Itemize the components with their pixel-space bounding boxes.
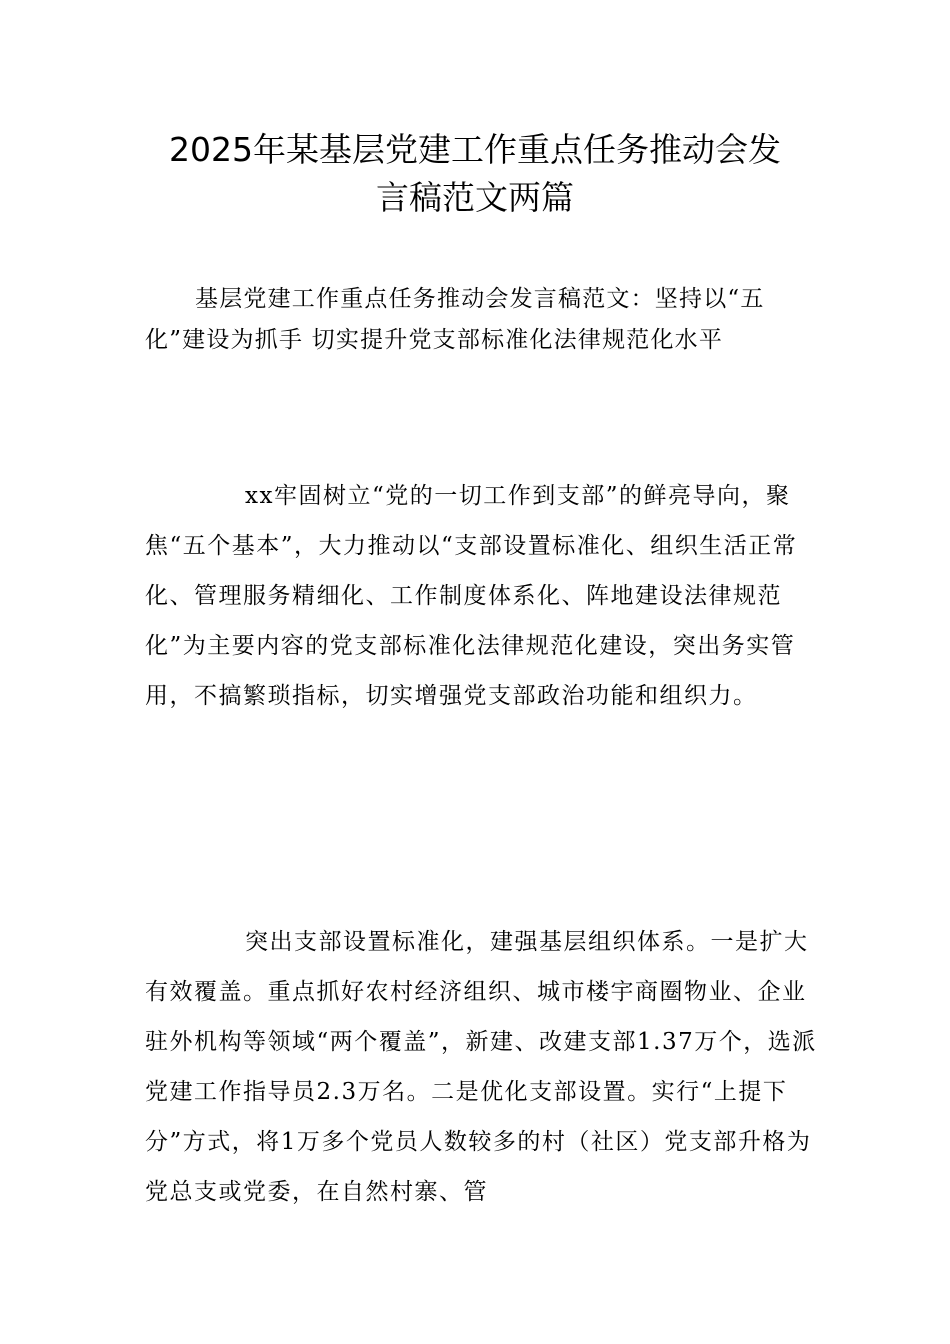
body-paragraph-1: xx牢固树立“党的一切工作到支部”的鲜亮导向，聚焦“五个基本”，大力推动以“支部设置标准化、组织生活正常化、管理服务精细化、工作制度体系化、阵地建设法律规范化”为主要内容的党支部标准化法律规范化建设，突出务实管用，不搞繁琐指标，切实增强党支部政治功能和组织力。 [145,483,798,709]
document-title [100,126,850,222]
document-title-line-2: 言稿范文两篇 [376,178,574,217]
document-subtitle: 基层党建工作重点任务推动会发言稿范文：坚持以“五化”建设为抓手 切实提升党支部标准化法律规范化水平 [145,286,765,353]
body-paragraph-2: 突出支部设置标准化，建强基层组织体系。一是扩大有效覆盖。重点抓好农村经济组织、城市楼宇商圈物业、企业驻外机构等领域“两个覆盖”，新建、改建支部1.37万个，选派党建工作指导员2.3万名。二是优化支部设置。实行“上提下分”方式，将1万多个党员人数较多的村（社区）党支部升格为党总支或党委，在自然村寨、管 [145,929,817,1205]
document-title-line-1: 2025年某基层党建工作重点任务推动会发 [169,130,781,169]
